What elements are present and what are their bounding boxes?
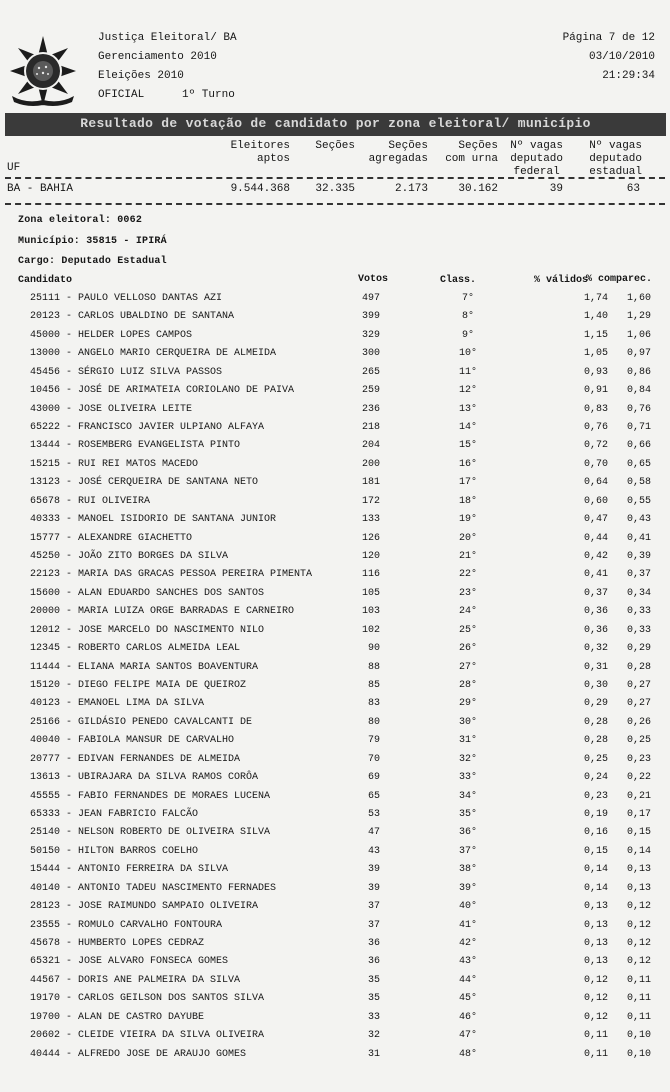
candidate-votos: 85 (367, 680, 380, 692)
candidate-name: 15215 - RUI REI MATOS MACEDO (30, 458, 199, 470)
candidate-votos: 47 (367, 827, 380, 839)
candidate-class: 48° (458, 1048, 477, 1060)
candidate-name: 44567 - DORIS ANE PALMEIRA DA SILVA (30, 974, 241, 986)
candidate-comparec: 0,65 (626, 458, 651, 470)
candidate-validos: 0,23 (583, 790, 608, 802)
candidate-validos: 0,70 (583, 458, 608, 470)
candidate-votos: 80 (367, 716, 380, 728)
candidate-comparec: 0,13 (626, 882, 651, 894)
header-system: Gerenciamento 2010 (98, 51, 217, 63)
candidate-class: 24° (458, 606, 477, 618)
candidate-comparec: 0,66 (626, 440, 651, 452)
table-row (0, 588, 670, 606)
table-row (0, 698, 670, 716)
candidate-validos: 0,83 (583, 403, 608, 415)
candidate-validos: 0,15 (583, 845, 608, 857)
candidate-votos: 37 (367, 901, 380, 913)
candidate-class: 40° (458, 901, 477, 913)
table-row (0, 901, 670, 919)
candidate-name: 15444 - ANTONIO FERREIRA DA SILVA (30, 864, 229, 876)
candidate-name: 25111 - PAULO VELLOSO DANTAS AZI (30, 293, 223, 304)
table-row (0, 533, 670, 551)
candidate-votos: 69 (367, 772, 380, 784)
candidate-votos: 265 (361, 366, 380, 378)
candidate-validos: 0,42 (583, 551, 608, 563)
table-row (0, 680, 670, 698)
candidate-votos: 120 (361, 551, 380, 563)
col-eleitores: Eleitores aptos (230, 140, 290, 165)
candidate-comparec: 0,34 (626, 587, 651, 599)
candidate-class: 16° (458, 458, 477, 470)
candidate-votos: 218 (361, 422, 380, 433)
candidate-name: 43000 - JOSE OLIVEIRA LEITE (30, 403, 193, 415)
candidate-name: 45000 - HELDER LOPES CAMPOS (30, 329, 193, 341)
candidate-validos: 0,13 (583, 938, 608, 950)
candidate-comparec: 0,23 (626, 753, 651, 765)
candidate-validos: 0,13 (583, 901, 608, 913)
candidate-votos: 31 (367, 1048, 380, 1060)
candidate-votos: 105 (361, 587, 380, 599)
candidate-class: 43° (458, 956, 477, 968)
table-row (0, 1030, 670, 1048)
candidate-votos: 36 (367, 956, 380, 968)
report-title-banner (5, 113, 666, 136)
candidate-votos: 329 (361, 329, 380, 341)
candidate-class: 35° (458, 809, 477, 821)
candidate-class: 29° (458, 698, 477, 710)
candidate-votos: 39 (367, 882, 380, 894)
candidate-comparec: 0,15 (626, 827, 651, 839)
candidate-comparec: 0,27 (626, 680, 651, 692)
table-row (0, 791, 670, 809)
candidate-comparec: 1,29 (626, 311, 651, 323)
candidate-name: 25140 - NELSON ROBERTO DE OLIVEIRA SILVA (30, 827, 271, 839)
candidate-validos: 0,28 (583, 735, 608, 747)
candidate-class: 23° (458, 587, 477, 599)
candidate-class: 27° (458, 661, 477, 673)
candidate-votos: 126 (361, 532, 380, 544)
candidate-votos: 65 (367, 790, 380, 802)
candidate-comparec: 0,39 (626, 551, 651, 563)
candidate-validos: 0,32 (583, 643, 608, 655)
candidate-class: 21° (458, 551, 477, 563)
th-comparec: % comparec. (585, 274, 652, 285)
candidate-name: 40040 - FABIOLA MANSUR DE CARVALHO (30, 735, 235, 747)
candidate-validos: 1,15 (583, 329, 608, 341)
candidate-comparec: 0,33 (626, 606, 651, 618)
candidate-name: 20602 - CLEIDE VIEIRA DA SILVA OLIVEIRA (30, 1030, 265, 1042)
candidate-class: 8° (461, 311, 474, 323)
candidate-comparec: 0,58 (626, 477, 651, 489)
candidate-class: 10° (458, 348, 477, 360)
table-row (0, 920, 670, 938)
candidate-votos: 70 (367, 753, 380, 765)
summary-eleitores: 9.544.368 (230, 183, 290, 195)
candidate-votos: 133 (361, 514, 380, 526)
table-row (0, 440, 670, 458)
candidate-validos: 0,13 (583, 956, 608, 968)
candidate-class: 45° (458, 993, 477, 1005)
candidate-class: 36° (458, 827, 477, 839)
candidate-name: 19700 - ALAN DE CASTRO DAYUBE (30, 1011, 205, 1023)
table-row (0, 735, 670, 753)
col-secoes-agregadas: Seções agregadas (368, 140, 428, 165)
candidate-comparec: 0,22 (626, 772, 651, 784)
divider (5, 177, 665, 179)
candidate-name: 13613 - UBIRAJARA DA SILVA RAMOS CORÔA (30, 772, 259, 784)
candidate-comparec: 0,17 (626, 809, 651, 821)
candidate-comparec: 0,29 (626, 643, 651, 655)
candidate-name: 45555 - FABIO FERNANDES DE MORAES LUCENA (30, 790, 271, 802)
candidate-votos: 116 (361, 569, 380, 581)
candidate-class: 37° (458, 845, 477, 857)
candidate-class: 20° (458, 532, 477, 544)
candidate-validos: 0,36 (583, 606, 608, 618)
candidate-name: 20777 - EDIVAN FERNANDES DE ALMEIDA (30, 753, 241, 765)
page-number: Página 7 de 12 (562, 32, 655, 44)
candidate-class: 7° (461, 293, 474, 304)
table-row (0, 496, 670, 514)
col-secoes: Seções (315, 140, 355, 152)
candidate-votos: 33 (367, 1011, 380, 1023)
candidate-validos: 0,93 (583, 366, 608, 378)
candidate-validos: 0,12 (583, 1011, 608, 1023)
candidate-class: 31° (458, 735, 477, 747)
report-title: Resultado de votação de candidato por zona eleitoral/ município (80, 116, 591, 131)
candidate-votos: 35 (367, 993, 380, 1005)
table-row (0, 569, 670, 587)
candidate-class: 12° (458, 385, 477, 397)
candidate-class: 33° (458, 772, 477, 784)
candidate-votos: 35 (367, 974, 380, 986)
candidate-comparec: 0,12 (626, 919, 651, 931)
candidate-class: 39° (458, 882, 477, 894)
th-candidato: Candidato (18, 275, 73, 286)
candidate-comparec: 0,11 (626, 993, 651, 1005)
candidate-validos: 0,31 (583, 661, 608, 673)
candidate-comparec: 0,71 (626, 422, 651, 433)
candidate-comparec: 0,12 (626, 956, 651, 968)
candidate-name: 11444 - ELIANA MARIA SANTOS BOAVENTURA (30, 661, 259, 673)
candidate-class: 9° (461, 329, 474, 341)
candidate-comparec: 1,06 (626, 329, 651, 341)
candidate-validos: 0,30 (583, 680, 608, 692)
summary-uf: BA - BAHIA (7, 183, 74, 195)
table-row (0, 938, 670, 956)
candidate-comparec: 0,14 (626, 845, 651, 857)
candidate-votos: 200 (361, 458, 380, 470)
candidate-votos: 300 (361, 348, 380, 360)
candidate-name: 12012 - JOSE MARCELO DO NASCIMENTO NILO (30, 624, 265, 636)
candidate-validos: 0,19 (583, 809, 608, 821)
candidate-name: 19170 - CARLOS GEILSON DOS SANTOS SILVA (30, 993, 265, 1005)
candidate-class: 26° (458, 643, 477, 655)
header-turno: 1º Turno (182, 89, 235, 101)
candidate-votos: 259 (361, 385, 380, 397)
candidate-comparec: 0,25 (626, 735, 651, 747)
candidate-comparec: 0,12 (626, 901, 651, 913)
table-row (0, 625, 670, 643)
candidate-name: 12345 - ROBERTO CARLOS ALMEIDA LEAL (30, 643, 241, 655)
table-row (0, 606, 670, 624)
candidate-votos: 102 (361, 624, 380, 636)
candidate-validos: 0,14 (583, 864, 608, 876)
candidate-votos: 36 (367, 938, 380, 950)
candidate-votos: 53 (367, 809, 380, 821)
candidate-votos: 236 (361, 403, 380, 415)
candidate-comparec: 1,60 (626, 293, 651, 304)
th-class: Class. (440, 275, 477, 286)
candidate-class: 19° (458, 514, 477, 526)
divider (5, 203, 665, 205)
table-row (0, 846, 670, 864)
candidate-votos: 399 (361, 311, 380, 323)
candidate-validos: 0,12 (583, 993, 608, 1005)
candidate-comparec: 0,26 (626, 716, 651, 728)
table-row (0, 367, 670, 385)
candidate-name: 15777 - ALEXANDRE GIACHETTO (30, 532, 193, 544)
table-row (0, 1012, 670, 1030)
candidate-comparec: 0,13 (626, 864, 651, 876)
col-uf: UF (7, 162, 21, 174)
candidate-name: 45250 - JOÃO ZITO BORGES DA SILVA (30, 551, 229, 563)
candidate-class: 13° (458, 403, 477, 415)
candidate-class: 25° (458, 624, 477, 636)
candidate-name: 28123 - JOSE RAIMUNDO SAMPAIO OLIVEIRA (30, 901, 259, 913)
table-row (0, 330, 670, 348)
candidate-name: 65222 - FRANCISCO JAVIER ULPIANO ALFAYA (30, 422, 265, 433)
candidate-name: 25166 - GILDÁSIO PENEDO CAVALCANTI DE (30, 716, 253, 728)
table-row (0, 717, 670, 735)
candidate-comparec: 0,76 (626, 403, 651, 415)
candidate-validos: 0,44 (583, 532, 608, 544)
candidate-validos: 0,11 (583, 1048, 608, 1060)
candidate-class: 41° (458, 919, 477, 931)
candidate-name: 40444 - ALFREDO JOSE DE ARAUJO GOMES (30, 1048, 247, 1060)
municipio-label: Município: 35815 - IPIRÁ (18, 236, 167, 247)
candidate-validos: 0,91 (583, 385, 608, 397)
candidate-name: 65321 - JOSE ALVARO FONSECA GOMES (30, 956, 229, 968)
table-row (0, 293, 670, 311)
candidate-votos: 83 (367, 698, 380, 710)
candidate-name: 50150 - HILTON BARROS COELHO (30, 845, 199, 857)
table-row (0, 385, 670, 403)
candidate-name: 20000 - MARIA LUIZA ORGE BARRADAS E CARNEIRO (30, 606, 295, 618)
candidate-name: 13123 - JOSÉ CERQUEIRA DE SANTANA NETO (30, 477, 259, 489)
candidate-validos: 0,13 (583, 919, 608, 931)
candidate-validos: 0,72 (583, 440, 608, 452)
candidate-votos: 181 (361, 477, 380, 489)
candidate-validos: 0,41 (583, 569, 608, 581)
candidate-name: 22123 - MARIA DAS GRACAS PESSOA PEREIRA PIMENTA (30, 569, 313, 581)
table-row (0, 311, 670, 329)
candidate-class: 42° (458, 938, 477, 950)
candidate-votos: 39 (367, 864, 380, 876)
candidate-comparec: 0,86 (626, 366, 651, 378)
th-validos: % válidos (533, 275, 588, 286)
table-row (0, 348, 670, 366)
candidate-comparec: 0,27 (626, 698, 651, 710)
candidate-validos: 0,25 (583, 753, 608, 765)
table-row (0, 643, 670, 661)
candidate-class: 11° (458, 366, 477, 378)
candidate-comparec: 0,37 (626, 569, 651, 581)
table-row (0, 514, 670, 532)
table-row (0, 477, 670, 495)
candidate-name: 13444 - ROSEMBERG EVANGELISTA PINTO (30, 440, 241, 452)
candidate-comparec: 0,43 (626, 514, 651, 526)
candidate-validos: 0,47 (583, 514, 608, 526)
report-date: 03/10/2010 (588, 51, 655, 63)
summary-vagas-federal: 39 (549, 183, 563, 195)
candidate-comparec: 0,10 (626, 1048, 651, 1060)
candidate-name: 45456 - SÉRGIO LUIZ SILVA PASSOS (30, 366, 223, 378)
candidate-class: 14° (458, 422, 477, 433)
table-row (0, 809, 670, 827)
candidate-comparec: 0,11 (626, 974, 651, 986)
candidate-name: 40333 - MANOEL ISIDORIO DE SANTANA JUNIOR (30, 514, 277, 526)
candidate-votos: 204 (361, 440, 380, 452)
candidate-votos: 172 (361, 495, 380, 507)
candidate-name: 20123 - CARLOS UBALDINO DE SANTANA (30, 311, 235, 323)
candidate-validos: 0,28 (583, 716, 608, 728)
report-time: 21:29:34 (602, 70, 655, 82)
candidate-class: 32° (458, 753, 477, 765)
summary-secoes: 32.335 (315, 183, 355, 195)
candidate-class: 34° (458, 790, 477, 802)
candidate-validos: 0,14 (583, 882, 608, 894)
col-vagas-estadual: Nº vagas deputado estadual (589, 140, 642, 178)
summary-secoes-agregadas: 2.173 (394, 183, 428, 195)
table-row (0, 864, 670, 882)
table-row (0, 827, 670, 845)
table-row (0, 459, 670, 477)
candidate-class: 46° (458, 1011, 477, 1023)
candidate-votos: 88 (367, 661, 380, 673)
candidate-name: 15120 - DIEGO FELIPE MAIA DE QUEIROZ (30, 680, 247, 692)
candidate-validos: 0,24 (583, 772, 608, 784)
candidate-name: 15600 - ALAN EDUARDO SANCHES DOS SANTOS (30, 587, 265, 599)
header-election: Eleições 2010 (98, 70, 184, 82)
candidate-class: 22° (458, 569, 477, 581)
candidate-class: 15° (458, 440, 477, 452)
candidate-name: 40123 - EMANOEL LIMA DA SILVA (30, 698, 205, 710)
candidate-votos: 37 (367, 919, 380, 931)
candidate-validos: 1,05 (583, 348, 608, 360)
candidate-name: 23555 - ROMULO CARVALHO FONTOURA (30, 919, 223, 931)
candidate-validos: 0,60 (583, 495, 608, 507)
candidate-name: 65333 - JEAN FABRICIO FALCÃO (30, 809, 199, 821)
candidate-class: 44° (458, 974, 477, 986)
candidate-votos: 90 (367, 643, 380, 655)
zona-label: Zona eleitoral: 0062 (18, 215, 143, 226)
candidate-name: 10456 - JOSÉ DE ARIMATEIA CORIOLANO DE PAIVA (30, 385, 295, 397)
candidate-class: 47° (458, 1030, 477, 1042)
candidate-validos: 0,37 (583, 587, 608, 599)
candidate-class: 38° (458, 864, 477, 876)
candidate-validos: 0,64 (583, 477, 608, 489)
table-row (0, 1049, 670, 1067)
col-secoes-urna: Seções com urna (445, 140, 498, 165)
table-row (0, 975, 670, 993)
candidate-comparec: 0,11 (626, 1011, 651, 1023)
candidate-validos: 0,29 (583, 698, 608, 710)
table-row (0, 956, 670, 974)
candidate-validos: 1,74 (583, 293, 608, 304)
candidate-name: 40140 - ANTONIO TADEU NASCIMENTO FERNADES (30, 882, 277, 894)
candidate-class: 17° (458, 477, 477, 489)
candidate-votos: 497 (361, 293, 380, 304)
candidate-validos: 0,36 (583, 624, 608, 636)
header-org: Justiça Eleitoral/ BA (98, 32, 237, 44)
table-row (0, 754, 670, 772)
candidate-comparec: 0,12 (626, 938, 651, 950)
candidate-votos: 103 (361, 606, 380, 618)
summary-secoes-urna: 30.162 (458, 183, 498, 195)
candidate-comparec: 0,84 (626, 385, 651, 397)
summary-vagas-estadual: 63 (626, 183, 640, 195)
table-row (0, 883, 670, 901)
candidate-votos: 43 (367, 845, 380, 857)
candidate-comparec: 0,21 (626, 790, 651, 802)
table-row (0, 772, 670, 790)
table-row (0, 422, 670, 440)
table-row (0, 551, 670, 569)
candidate-class: 18° (458, 495, 477, 507)
candidate-votos: 32 (367, 1030, 380, 1042)
candidate-comparec: 0,55 (626, 495, 651, 507)
cargo-label: Cargo: Deputado Estadual (18, 256, 167, 267)
candidate-class: 28° (458, 680, 477, 692)
candidate-validos: 0,11 (583, 1030, 608, 1042)
candidate-name: 65678 - RUI OLIVEIRA (30, 495, 151, 507)
candidate-comparec: 0,33 (626, 624, 651, 636)
candidate-validos: 0,76 (583, 422, 608, 433)
header-status: OFICIAL (98, 89, 145, 101)
candidate-comparec: 0,41 (626, 532, 651, 544)
table-row (0, 993, 670, 1011)
table-row (0, 404, 670, 422)
candidate-name: 45678 - HUMBERTO LOPES CEDRAZ (30, 938, 205, 950)
candidate-votos: 79 (367, 735, 380, 747)
table-row (0, 662, 670, 680)
candidate-class: 30° (458, 716, 477, 728)
candidate-validos: 0,16 (583, 827, 608, 839)
candidate-comparec: 0,10 (626, 1030, 651, 1042)
candidate-name: 13000 - ANGELO MARIO CERQUEIRA DE ALMEIDA (30, 348, 277, 360)
candidate-validos: 0,12 (583, 974, 608, 986)
th-votos: Votos (357, 274, 388, 285)
col-vagas-federal: Nº vagas deputado federal (510, 140, 563, 178)
candidate-comparec: 0,97 (626, 348, 651, 360)
candidate-validos: 1,40 (583, 311, 608, 323)
candidate-comparec: 0,28 (626, 661, 651, 673)
coat-of-arms-icon (6, 34, 80, 108)
